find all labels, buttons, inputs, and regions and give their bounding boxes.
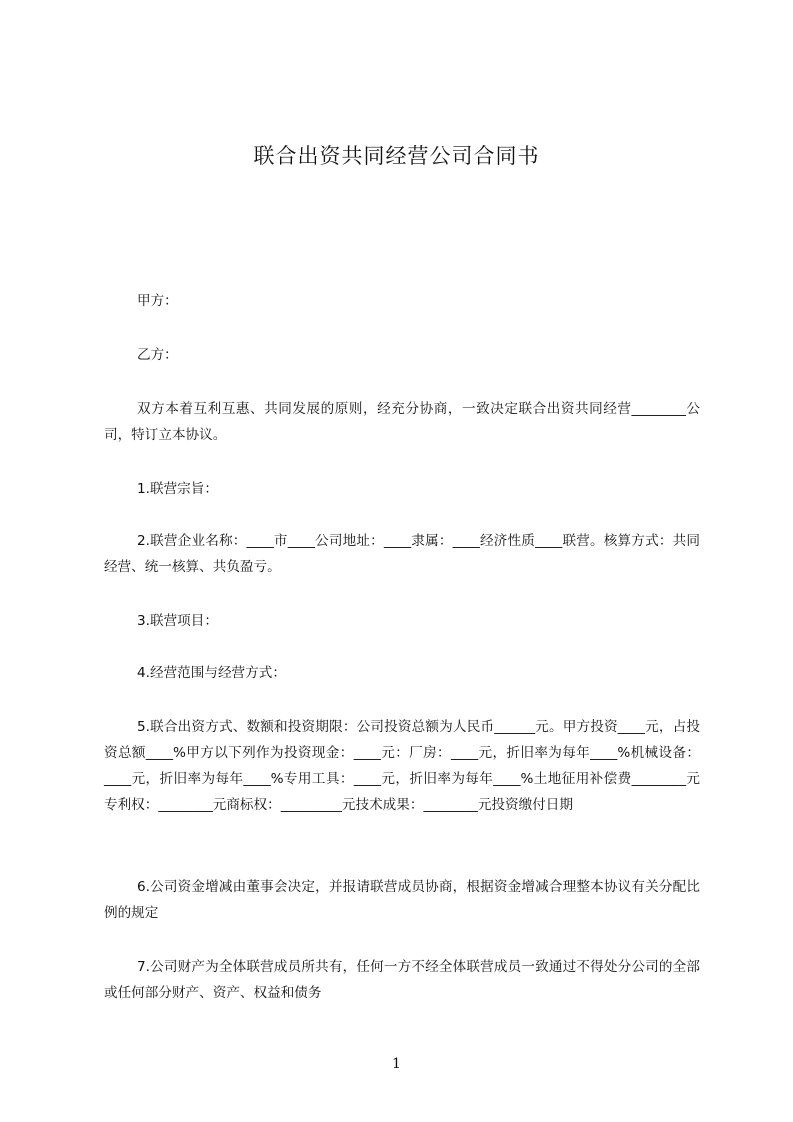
party-b-line: 乙方： [137,347,178,363]
clause-3: 3.联营项目： [137,613,218,629]
clause-5: 5.联合出资方式、数额和投资期限：公司投资总额为人民币______元。甲方投资____元，占投资总额____%甲方以下列作为投资现金：____元：厂房：____元，折旧率为每年____%机械设备：____元，折旧率为每年____%专用工具：____元，折旧率为每年____%土地征用补偿费________元专利权：________元商标权：_________元技术成果：________元投资缴付日期 [104,719,700,813]
clause-4: 4.经营范围与经营方式： [137,665,286,681]
clause-2: 2.联营企业名称：____市____公司地址：____隶属：____经济性质____联营。核算方式：共同经营、统一核算、共负盈亏。 [104,533,700,575]
document-title: 联合出资共同经营公司合同书 [253,144,540,168]
party-a-line: 甲方： [137,293,178,309]
clause-6: 6.公司资金增减由董事会决定，并报请联营成员协商，根据资金增减合理整本协议有关分配比例的规定 [104,879,700,921]
intro-paragraph: 双方本着互利互惠、共同发展的原则，经充分协商，一致决定联合出资共同经营________公司，特订立本协议。 [104,401,700,443]
page-number: 1 [392,1056,401,1072]
clause-7: 7.公司财产为全体联营成员所共有，任何一方不经全体联营成员一致通过不得处分公司的全部或任何部分财产、资产、权益和债务 [104,959,700,1001]
clause-1: 1.联营宗旨： [137,481,218,497]
